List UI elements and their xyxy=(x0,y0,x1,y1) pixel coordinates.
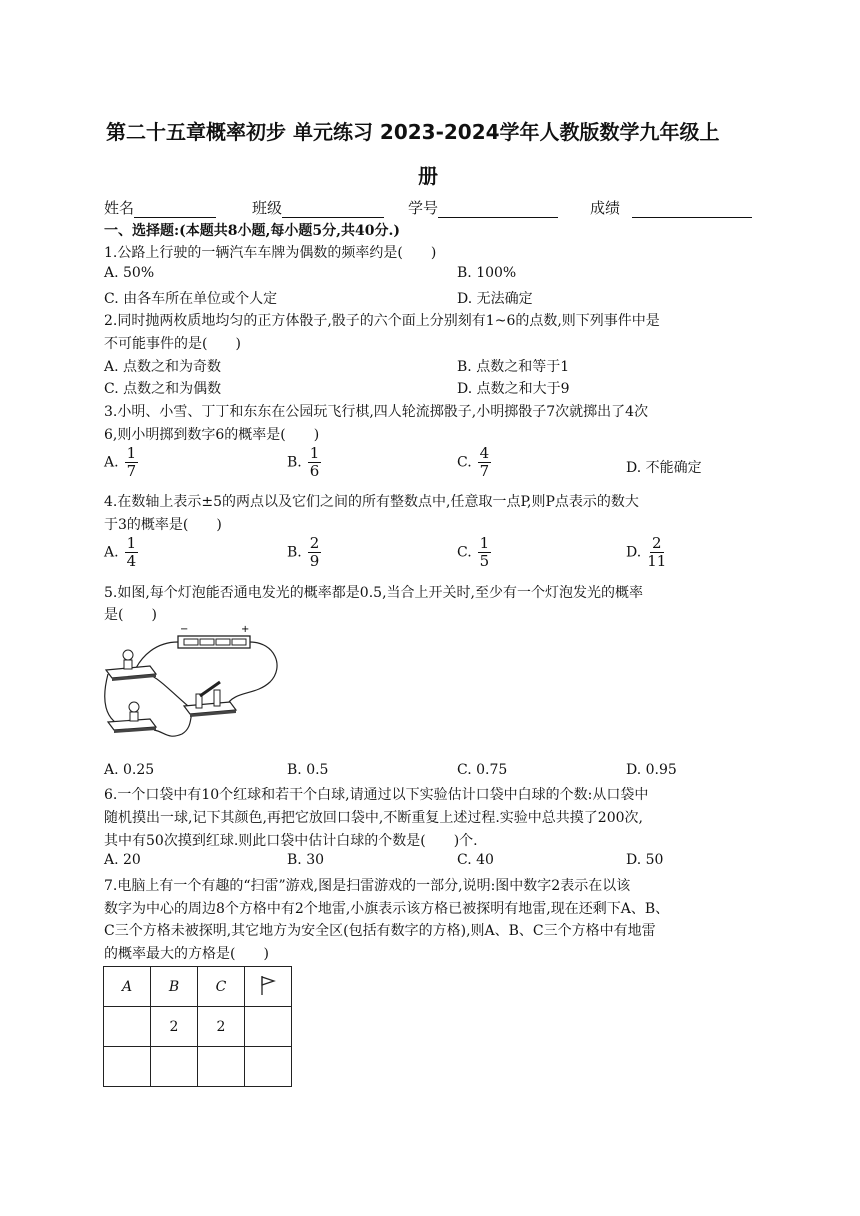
score-field[interactable] xyxy=(590,197,752,218)
cell-empty xyxy=(151,1047,198,1087)
class-blank[interactable] xyxy=(282,203,384,218)
section-heading: 一、选择题:(本题共8小题,每小题5分,共40分.) xyxy=(104,223,401,239)
q3-option-d[interactable]: D. 不能确定 xyxy=(626,460,702,476)
q3-stem-line2: 6,则小明掷到数字6的概率是( ) xyxy=(104,427,320,443)
wire-battery-to-switch xyxy=(226,642,277,706)
q5-option-d[interactable]: D. 0.95 xyxy=(626,762,677,778)
denominator: 6 xyxy=(309,462,320,480)
q3-option-a-label: A. xyxy=(104,454,119,471)
q4-option-d-label: D. xyxy=(626,544,642,561)
cell-empty xyxy=(245,1007,292,1047)
numerator: 1 xyxy=(126,444,137,462)
q4-option-a-label: A. xyxy=(104,544,119,561)
q3-option-c-fraction xyxy=(478,445,492,480)
q2-stem-line1: 2.同时抛两枚质地均匀的正方体骰子,骰子的六个面上分别刻有1~6的点数,则下列事件中是 xyxy=(104,313,660,329)
document-title-line2: 册 xyxy=(418,164,438,188)
cell-empty xyxy=(104,1047,151,1087)
q5-stem-line2: 是( ) xyxy=(104,607,157,623)
q5-option-a[interactable]: A. 0.25 xyxy=(104,762,155,778)
q3-option-a[interactable] xyxy=(104,445,138,480)
score-blank[interactable] xyxy=(632,203,752,218)
cell-empty xyxy=(104,1007,151,1047)
q4-stem-line2: 于3的概率是( ) xyxy=(104,517,222,533)
wire-bulb2-to-switch xyxy=(154,714,192,736)
q4-option-a-fraction xyxy=(125,535,139,570)
q4-option-b-fraction xyxy=(308,535,322,570)
q4-option-d[interactable] xyxy=(626,535,666,570)
student-id-field[interactable] xyxy=(408,197,558,218)
score-label: 成绩 xyxy=(590,199,621,217)
q4-option-a[interactable] xyxy=(104,535,138,570)
q3-option-c[interactable] xyxy=(457,445,491,480)
denominator: 5 xyxy=(479,552,490,570)
q2-stem-line2: 不可能事件的是( ) xyxy=(104,336,241,352)
q4-option-c-fraction xyxy=(478,535,492,570)
q2-option-b[interactable]: B. 点数之和等于1 xyxy=(457,359,570,375)
wire-bulb1-to-bulb2 xyxy=(105,674,128,728)
minesweeper-grid xyxy=(103,966,292,1087)
cell-empty xyxy=(198,1047,245,1087)
q1-option-b[interactable]: B. 100% xyxy=(457,265,517,281)
q3-option-b-fraction xyxy=(308,445,322,480)
q3-option-c-label: C. xyxy=(457,454,472,471)
denominator: 7 xyxy=(126,462,137,480)
q1-option-d[interactable]: D. 无法确定 xyxy=(457,291,533,307)
q4-option-b-label: B. xyxy=(287,544,302,561)
denominator: 7 xyxy=(479,462,490,480)
cell-c[interactable]: C xyxy=(198,967,245,1007)
numerator: 1 xyxy=(309,444,320,462)
q6-option-d[interactable]: D. 50 xyxy=(626,852,664,868)
q4-option-c[interactable] xyxy=(457,535,491,570)
q5-option-c[interactable]: C. 0.75 xyxy=(457,762,508,778)
name-blank[interactable] xyxy=(134,203,216,218)
q6-option-a[interactable]: A. 20 xyxy=(104,852,141,868)
document-title-line1: 第二十五章概率初步 单元练习 2023-2024学年人教版数学九年级上 xyxy=(106,120,720,144)
circuit-diagram xyxy=(100,622,290,757)
denominator: 4 xyxy=(126,552,137,570)
q6-option-b[interactable]: B. 30 xyxy=(287,852,325,868)
q2-option-a[interactable]: A. 点数之和为奇数 xyxy=(104,359,222,375)
q1-option-a[interactable]: A. 50% xyxy=(104,265,155,281)
knife-switch-icon xyxy=(184,682,236,717)
class-field[interactable] xyxy=(252,197,384,218)
q4-option-c-label: C. xyxy=(457,544,472,561)
q4-option-b[interactable] xyxy=(287,535,321,570)
q6-option-c[interactable]: C. 40 xyxy=(457,852,494,868)
q1-option-c[interactable]: C. 由各车所在单位或个人定 xyxy=(104,291,278,307)
light-bulb-icon xyxy=(108,702,156,733)
denominator: 11 xyxy=(647,552,667,570)
cell-a[interactable]: A xyxy=(104,967,151,1007)
student-id-label: 学号 xyxy=(408,199,439,217)
q5-option-b[interactable]: B. 0.5 xyxy=(287,762,329,778)
name-field[interactable] xyxy=(104,197,216,218)
battery-minus-label: − xyxy=(180,624,189,635)
denominator: 9 xyxy=(309,552,320,570)
wire-bulb1-to-switch xyxy=(152,676,188,706)
q3-stem-line1: 3.小明、小雪、丁丁和东东在公园玩飞行棋,四人轮流掷骰子,小明掷骰子7次就掷出了4次 xyxy=(104,404,649,420)
numerator: 2 xyxy=(651,534,662,552)
cell-number: 2 xyxy=(198,1007,245,1047)
q4-option-d-fraction xyxy=(647,535,666,570)
q4-stem-line1: 4.在数轴上表示±5的两点以及它们之间的所有整数点中,任意取一点P,则P点表示的数大 xyxy=(104,494,639,510)
q2-option-c[interactable]: C. 点数之和为偶数 xyxy=(104,381,222,397)
q6-stem-line3: 其中有50次摸到红球.则此口袋中估计白球的个数是( )个. xyxy=(104,833,478,849)
numerator: 1 xyxy=(479,534,490,552)
q7-stem-line4: 的概率最大的方格是( ) xyxy=(104,946,269,962)
wire-battery-to-bulb1 xyxy=(136,642,178,668)
q3-option-b[interactable] xyxy=(287,445,321,480)
q5-stem-line1: 5.如图,每个灯泡能否通电发光的概率都是0.5,当合上开关时,至少有一个灯泡发光的概率 xyxy=(104,585,643,601)
q3-option-a-fraction xyxy=(125,445,139,480)
q7-stem-line2: 数字为中心的周边8个方格中有2个地雷,小旗表示该方格已被探明有地雷,现在还剩下A、B、 xyxy=(104,901,670,917)
q1-stem: 1.公路上行驶的一辆汽车车牌为偶数的频率约是( ) xyxy=(104,245,437,261)
numerator: 1 xyxy=(126,534,137,552)
battery-plus-label: + xyxy=(241,624,250,635)
cell-b[interactable]: B xyxy=(151,967,198,1007)
cell-number: 2 xyxy=(151,1007,198,1047)
student-id-blank[interactable] xyxy=(438,203,558,218)
numerator: 2 xyxy=(309,534,320,552)
q7-stem-line3: C三个方格未被探明,其它地方为安全区(包括有数字的方格),则A、B、C三个方格中有地雷 xyxy=(104,923,656,939)
name-label: 姓名 xyxy=(104,199,135,217)
numerator: 4 xyxy=(479,444,490,462)
cell-empty xyxy=(245,1047,292,1087)
q6-stem-line1: 6.一个口袋中有10个红球和若干个白球,请通过以下实验估计口袋中白球的个数:从口袋中 xyxy=(104,787,649,803)
flag-icon xyxy=(259,974,277,996)
light-bulb-icon xyxy=(106,650,156,681)
q3-option-b-label: B. xyxy=(287,454,302,471)
class-label: 班级 xyxy=(252,199,283,217)
q2-option-d[interactable]: D. 点数之和大于9 xyxy=(457,381,570,397)
cell-flag xyxy=(245,967,292,1007)
battery-icon xyxy=(178,624,250,648)
q7-stem-line1: 7.电脑上有一个有趣的“扫雷”游戏,图是扫雷游戏的一部分,说明:图中数字2表示在以该 xyxy=(104,878,631,894)
q6-stem-line2: 随机摸出一球,记下其颜色,再把它放回口袋中,不断重复上述过程.实验中总共摸了200次, xyxy=(104,810,643,826)
